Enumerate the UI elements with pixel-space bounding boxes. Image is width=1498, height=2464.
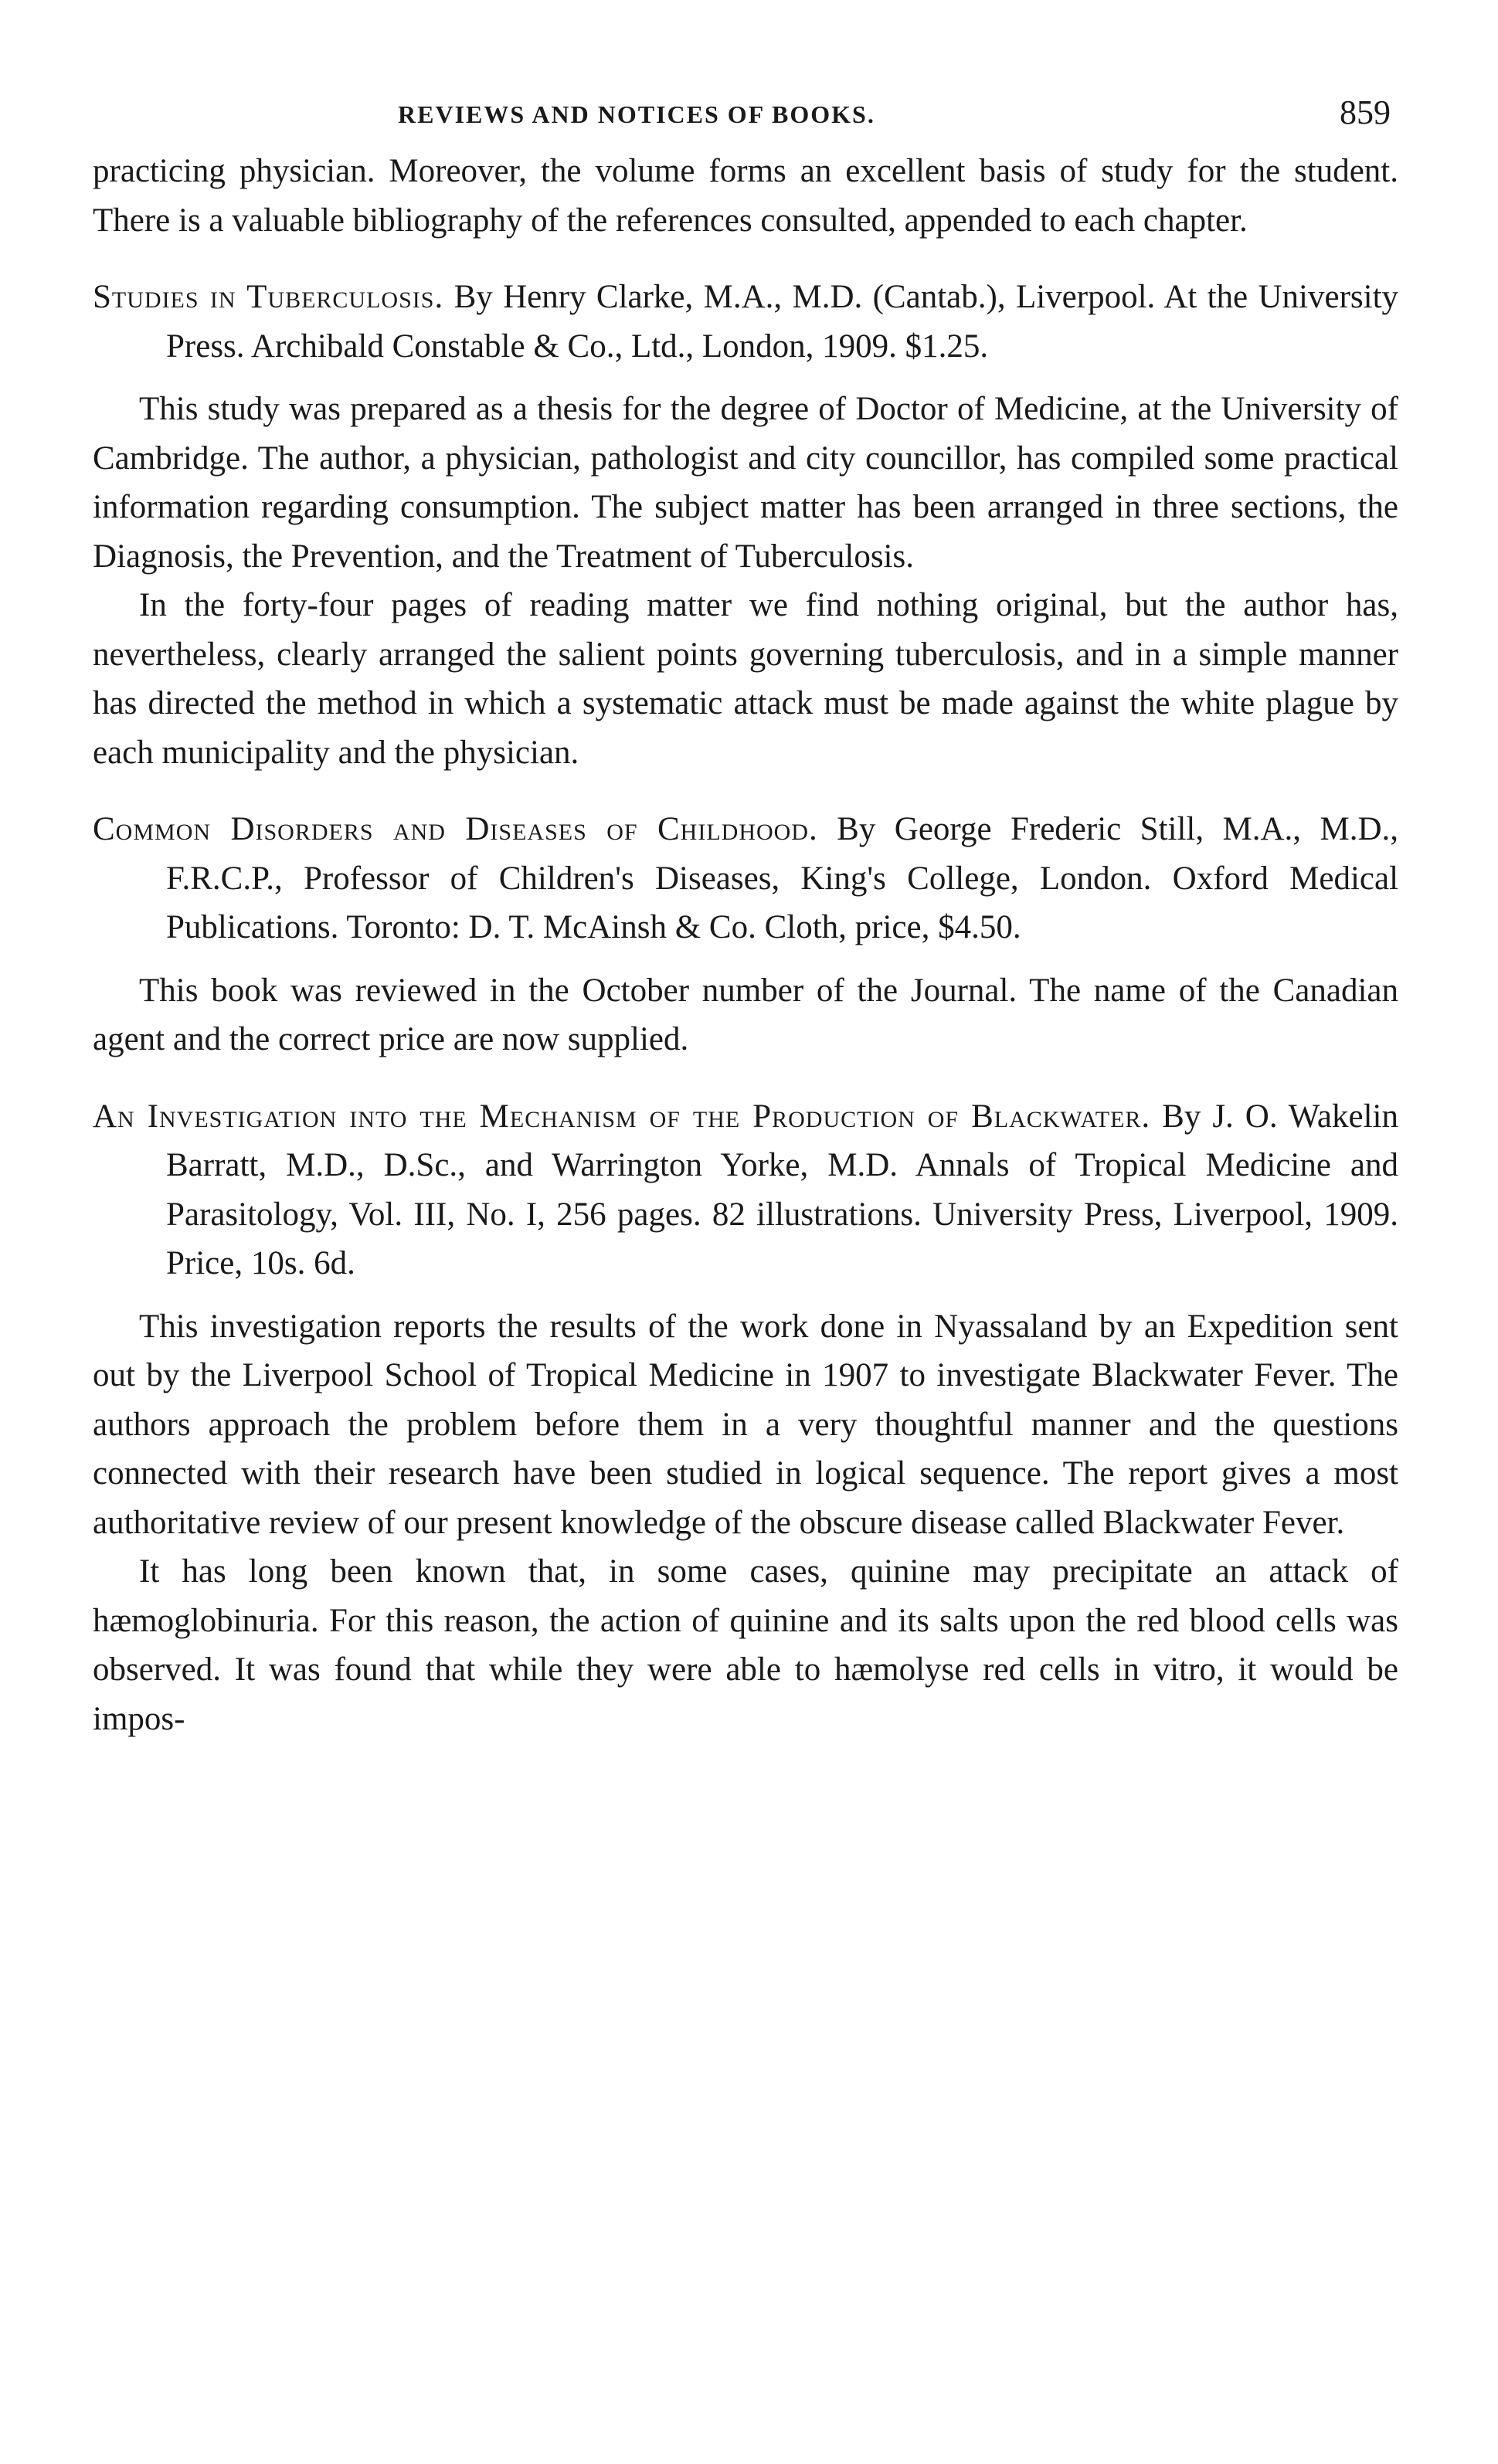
book-page (93, 93, 1398, 1743)
book-title: Studies in Tuberculosis. (93, 279, 444, 315)
running-header (93, 93, 1398, 147)
review-citation (93, 805, 1398, 952)
review-paragraph: This study was prepared as a thesis for the degree of Doctor of Medicine, at the University of Cambridge. The author, a physician, pathologist and city councillor, has compiled some practical information regarding consumption. The subject matter has been arranged in three sections, the Diagnosis, the Prevention, and the Treatment of Tuberculosis. (93, 391, 1398, 575)
book-author: By J. O. Wakelin Barratt, M.D., D.Sc., and Warrington Yorke, M.D. (166, 1098, 1398, 1183)
review-citation (93, 1092, 1398, 1288)
running-title: REVIEWS AND NOTICES OF BOOKS. (398, 100, 875, 128)
review-paragraph: In the forty-four pages of reading matter we find nothing original, but the author has, nevertheless, clearly arranged the salient points governing tuberculosis, and in a simple manner has directed the method in which a systematic attack must be made against the white plague by each municipality and the physician. (93, 587, 1398, 771)
review-paragraph: It has long been known that, in some cases, quinine may precipitate an attack of hæmoglobinuria. For this reason, the action of quinine and its salts upon the red blood cells was observed. It was found that while they were able to hæmolyse red cells in vitro, it would be impos- (93, 1553, 1398, 1737)
page-number: 859 (1340, 93, 1391, 131)
book-title: Common Disorders and Diseases of Childhood. (93, 811, 818, 847)
book-author: By George Frederic Still, M.A., M.D., F.R.C.P., (166, 811, 1399, 897)
book-publisher: Professor of Children's Diseases, King's College, London. Oxford Medical Publications. Toronto: D. T. McAinsh & Co. Cloth, price, $4.50. (166, 860, 1399, 945)
book-title: An Investigation into the Mechanism of the Production of Blackwater. (93, 1098, 1151, 1135)
review-citation (93, 273, 1398, 371)
book-publisher: Annals of Tropical Medicine and Parasitology, Vol. III, No. I, 256 pages. 82 illustrations. University Press, Liverpool, 1909. Price, 10s. 6d. (166, 1147, 1398, 1281)
review-paragraph: This investigation reports the results of the work done in Nyassaland by an Expedition sent out by the Liverpool School of Tropical Medicine in 1907 to investigate Blackwater Fever. The authors approach the problem before them in a very thoughtful manner and the questions connected with their research have been studied in logical sequence. The report gives a most authoritative review of our present knowledge of the obscure disease called Blackwater Fever. (93, 1308, 1398, 1541)
review-paragraph: This book was reviewed in the October number of the Journal. The name of the Canadian agent and the correct price are now supplied. (93, 972, 1398, 1057)
book-publisher: Liverpool. At the University Press. Archibald Constable & Co., Ltd., London, 1909. $1.25. (166, 279, 1399, 365)
continuation-paragraph: practicing physician. Moreover, the volume forms an excellent basis of study for the student. There is a valuable bibliography of the references consulted, appended to each chapter. (93, 153, 1398, 239)
book-author: By Henry Clarke, M.A., M.D. (Cantab.), (453, 279, 1006, 315)
